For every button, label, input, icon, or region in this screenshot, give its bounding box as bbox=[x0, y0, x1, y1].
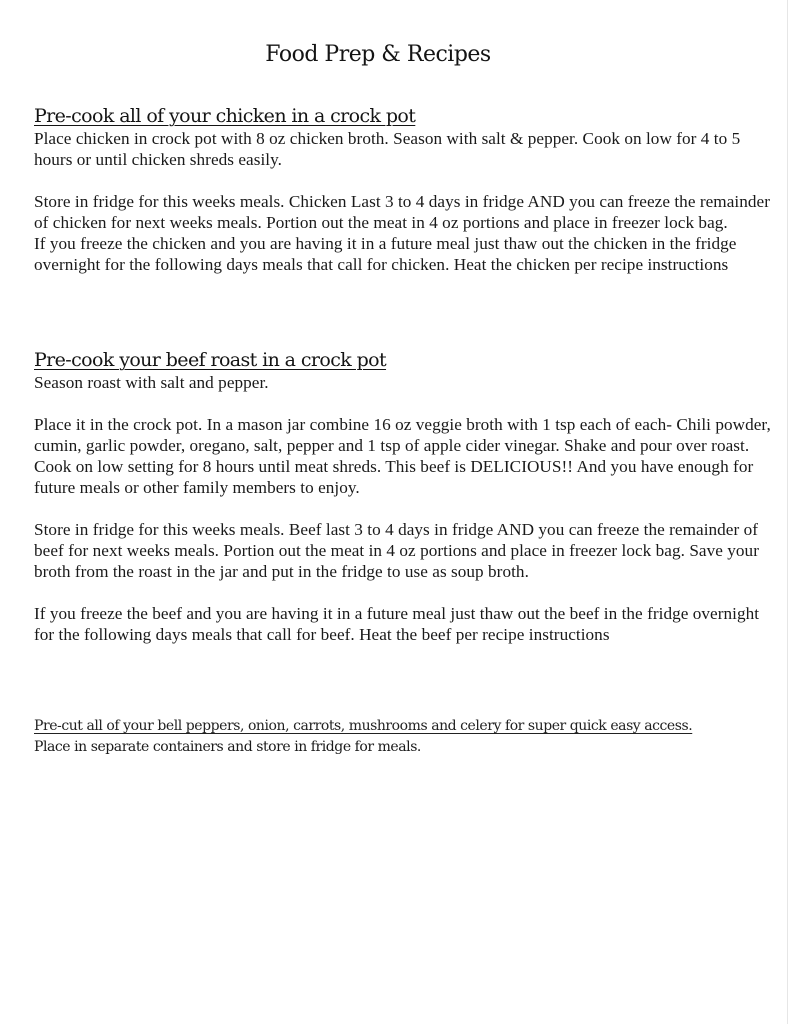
paragraph-gap bbox=[34, 170, 774, 191]
document-title: Food Prep & Recipes bbox=[265, 42, 491, 67]
paragraph-beef-store: Store in fridge for this weeks meals. Beef last 3 to 4 days in fridge AND you can freeze the remainder of beef for next weeks meals. Portion out the meat in 4 oz portions and place in freezer lock bag. Save your broth from the roast in the jar and put in the fridge to use as soup broth. bbox=[34, 520, 759, 581]
section-vegetables bbox=[34, 716, 774, 758]
paragraph-gap bbox=[34, 393, 774, 414]
paragraph-vegetables-store: Place in separate containers and store in fridge for meals. bbox=[34, 739, 421, 755]
paragraph-chicken-store: Store in fridge for this weeks meals. Chicken Last 3 to 4 days in fridge AND you can freeze the remainder of chicken for next weeks meals. Portion out the meat in 4 oz portions and place in freezer lock bag. bbox=[34, 192, 770, 232]
section-heading-vegetables: Pre-cut all of your bell peppers, onion, carrots, mushrooms and celery for super quick easy access. bbox=[34, 718, 693, 734]
page-edge-divider bbox=[787, 0, 788, 1024]
section-heading-beef: Pre-cook your beef roast in a crock pot bbox=[34, 349, 387, 371]
paragraph-gap bbox=[34, 582, 774, 603]
section-beef bbox=[34, 348, 774, 645]
paragraph-chicken-cook: Place chicken in crock pot with 8 oz chicken broth. Season with salt & pepper. Cook on low for 4 to 5 hours or until chicken shreds easily. bbox=[34, 129, 741, 169]
paragraph-chicken-freeze: If you freeze the chicken and you are having it in a future meal just thaw out the chicken in the fridge overnight for the following days meals that call for chicken. Heat the chicken per recipe instructions bbox=[34, 234, 737, 274]
section-heading-chicken: Pre-cook all of your chicken in a crock pot bbox=[34, 105, 416, 127]
paragraph-gap bbox=[34, 498, 774, 519]
paragraph-beef-season: Season roast with salt and pepper. bbox=[34, 373, 269, 392]
section-chicken bbox=[34, 104, 774, 275]
paragraph-beef-freeze: If you freeze the beef and you are having it in a future meal just thaw out the beef in the fridge overnight for the following days meals that call for beef. Heat the beef per recipe instructions bbox=[34, 604, 760, 644]
paragraph-beef-cook: Place it in the crock pot. In a mason jar combine 16 oz veggie broth with 1 tsp each of each- Chili powder, cumin, garlic powder, oregano, salt, pepper and 1 tsp of apple cider vinegar. Shake and pour over roast. Cook on low setting for 8 hours until meat shreds. This beef is DELICIOUS!! And you have enough for future meals or other family members to enjoy. bbox=[34, 415, 771, 497]
